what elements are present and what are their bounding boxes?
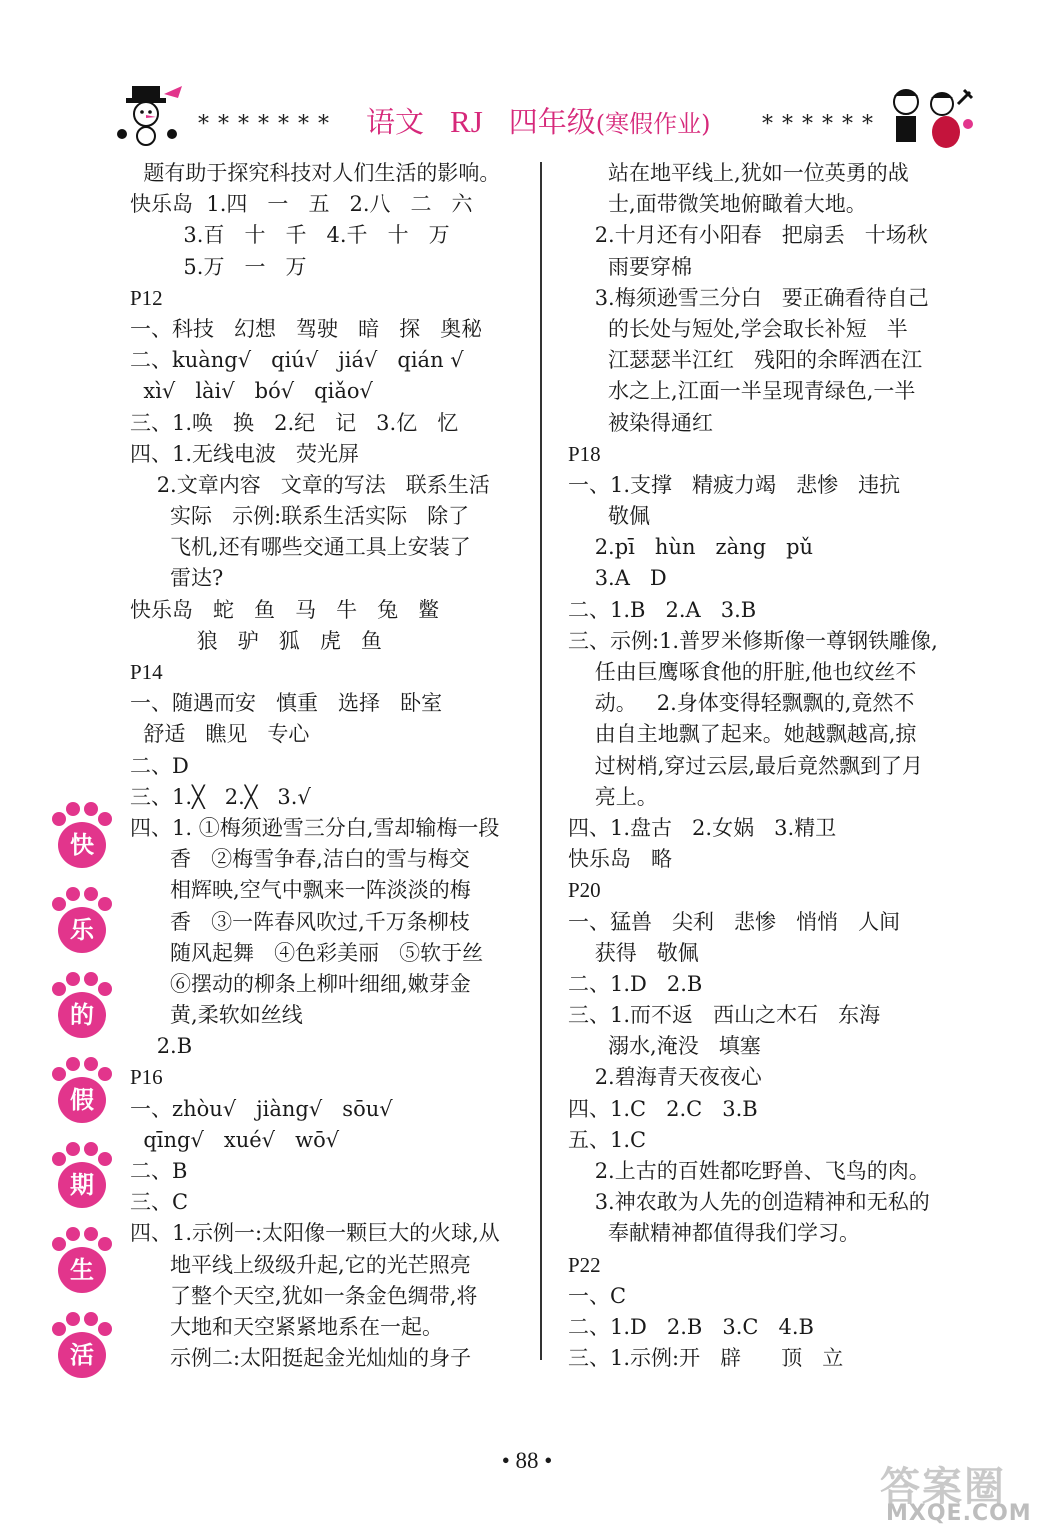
- text-line: 雨要穿棉: [568, 254, 693, 279]
- banner-char: 生: [58, 1247, 106, 1293]
- text-line: 三、1.唤 换 2.纪 记 3.亿 忆: [130, 410, 459, 435]
- text-line: 江瑟瑟半江红 残阳的余晖洒在江: [568, 348, 923, 373]
- text-line: xì√ lài√ bó√ qiǎo√: [130, 379, 373, 404]
- page-number: • 88 •: [501, 1448, 553, 1473]
- kids-music-mascot-icon: [880, 84, 976, 154]
- text-line: 一、猛兽 尖利 悲惨 悄悄 人间: [568, 909, 901, 934]
- text-line: 示例二:太阳挺起金光灿灿的身子: [130, 1346, 472, 1371]
- text-line: 三、1.╳ 2.╳ 3.√: [130, 784, 311, 809]
- banner-char: 期: [58, 1162, 106, 1208]
- banner-char: 的: [58, 992, 106, 1038]
- text-line: 二、1.D 2.B: [568, 971, 703, 996]
- text-line: 士,面带微笑地俯瞰着大地。: [568, 192, 867, 217]
- text-line: 四、1.盘古 2.女娲 3.精卫: [568, 815, 837, 840]
- section-heading: P16: [130, 1065, 163, 1090]
- text-line: 一、科技 幻想 驾驶 暗 探 奥秘: [130, 316, 483, 341]
- text-line: 四、1.C 2.C 3.B: [568, 1096, 758, 1121]
- section-heading: P14: [130, 660, 163, 684]
- banner-char: 快: [58, 822, 106, 868]
- text-line: 题有助于探究科技对人们生活的影响。: [130, 161, 501, 185]
- text-line: 快乐岛 略: [568, 847, 673, 872]
- paw-print-icon: [50, 972, 114, 1048]
- paw-print-icon: [50, 1312, 114, 1388]
- text-line: 随风起舞 ④色彩美丽 ⑤软于丝: [130, 940, 484, 965]
- banner-char: 活: [58, 1332, 106, 1378]
- text-line: 一、1.支撑 精疲力竭 悲惨 违抗: [568, 472, 901, 497]
- header-stars-left: *******: [198, 112, 338, 137]
- right-answer-column: [568, 158, 988, 1374]
- text-line: 快乐岛 蛇 鱼 马 牛 兔 鳖: [130, 597, 440, 622]
- header-edition: RJ: [450, 104, 483, 139]
- text-line: 3.百 十 千 4.千 十 万: [130, 223, 450, 248]
- text-line: 2.pī hùn zàng pǔ: [568, 535, 814, 560]
- watermark-logo: [880, 1455, 1040, 1530]
- banner-char: 乐: [58, 907, 106, 953]
- side-banner: [50, 802, 130, 1397]
- text-line: 一、zhòu√ jiàng√ sōu√: [130, 1096, 393, 1121]
- text-line: 二、D: [130, 753, 189, 778]
- text-line: 三、示例:1.普罗米修斯像一尊钢铁雕像,: [568, 628, 938, 653]
- text-line: 3.A D: [568, 566, 667, 591]
- header-title: [366, 100, 711, 141]
- text-line: 获得 敬佩: [568, 940, 699, 965]
- text-line: 二、1.D 2.B 3.C 4.B: [568, 1314, 814, 1339]
- text-line: 大地和天空紧紧地系在一起。: [130, 1314, 444, 1339]
- text-line: 敬佩: [568, 504, 651, 529]
- text-line: 2.上古的百姓都吃野兽、飞鸟的肉。: [568, 1159, 930, 1183]
- text-line: 三、1.示例:开 辟 顶 立: [568, 1346, 844, 1371]
- text-line: 一、C: [568, 1283, 627, 1308]
- watermark-url: MXQE.COM: [886, 1501, 1032, 1526]
- text-line: 快乐岛 1.四 一 五 2.八 二 六: [130, 192, 473, 217]
- text-line: 四、1.示例一:太阳像一颗巨大的火球,从: [130, 1221, 500, 1246]
- text-line: 二、kuàng√ qiú√ jiá√ qián √: [130, 348, 464, 373]
- text-line: 了整个天空,犹如一条金色绸带,将: [130, 1283, 478, 1308]
- text-line: 雷达?: [130, 566, 224, 591]
- text-line: 过树梢,穿过云层,最后竟然飘到了月: [568, 753, 924, 778]
- text-line: 实际 示例:联系生活实际 除了: [130, 504, 470, 529]
- text-line: 五、1.C: [568, 1127, 647, 1152]
- text-line: 溺水,淹没 填塞: [568, 1034, 761, 1059]
- paw-print-icon: [50, 1142, 114, 1218]
- text-line: 亮上。: [568, 784, 658, 809]
- text-line: 动。 2.身体变得轻飘飘的,竟然不: [568, 691, 915, 716]
- text-line: 2.十月还有小阳春 把扇丢 十场秋: [568, 223, 928, 248]
- text-line: 四、1.无线电波 荧光屏: [130, 441, 360, 466]
- column-divider: [540, 162, 542, 1360]
- text-line: ⑥摆动的柳条上柳叶细细,嫩芽金: [130, 971, 471, 996]
- text-line: 被染得通红: [568, 410, 714, 435]
- text-line: 5.万 一 万: [130, 254, 307, 279]
- paw-print-icon: [50, 802, 114, 878]
- text-line: 二、1.B 2.A 3.B: [568, 597, 757, 622]
- text-line: 香 ②梅雪争春,洁白的雪与梅交: [130, 847, 470, 872]
- paw-print-icon: [50, 1227, 114, 1303]
- section-heading: P20: [568, 878, 601, 903]
- text-line: 香 ③一阵春风吹过,千万条柳枝: [130, 909, 470, 934]
- text-line: 地平线上级级升起,它的光芒照亮: [130, 1252, 471, 1277]
- text-line: 的长处与短处,学会取长补短 半: [568, 316, 908, 341]
- text-line: 2.碧海青天夜夜心: [568, 1065, 762, 1090]
- paw-print-icon: [50, 1057, 114, 1133]
- text-line: 相辉映,空气中飘来一阵淡淡的梅: [130, 878, 471, 903]
- text-line: 2.B: [130, 1034, 193, 1059]
- header-subtitle: (寒假作业): [595, 110, 711, 138]
- left-answer-column: [130, 158, 530, 1374]
- text-line: 黄,柔软如丝线: [130, 1003, 303, 1028]
- snowman-mascot-icon: [112, 84, 188, 146]
- paw-print-icon: [50, 887, 114, 963]
- text-line: 2.文章内容 文章的写法 联系生活: [130, 472, 490, 497]
- text-line: 站在地平线上,犹如一位英勇的战: [568, 161, 909, 185]
- text-line: 狼 驴 狐 虎 鱼: [130, 628, 382, 653]
- header-subject: 语文: [366, 105, 425, 139]
- text-line: 舒适 瞧见 专心: [130, 722, 310, 747]
- text-line: qīng√ xué√ wō√: [130, 1127, 340, 1152]
- text-line: 飞机,还有哪些交通工具上安装了: [130, 535, 471, 560]
- text-line: 奉献精神都值得我们学习。: [568, 1221, 861, 1246]
- text-line: 3.梅须逊雪三分白 要正确看待自己: [568, 285, 929, 310]
- text-line: 三、1.而不返 西山之木石 东海: [568, 1003, 881, 1028]
- text-line: 一、随遇而安 慎重 选择 卧室: [130, 691, 443, 716]
- watermark-text: 答案圈: [880, 1464, 1006, 1510]
- text-line: 三、C: [130, 1190, 189, 1215]
- text-line: 3.神农敢为人先的创造精神和无私的: [568, 1190, 930, 1215]
- text-line: 水之上,江面一半呈现青绿色,一半: [568, 379, 916, 404]
- section-heading: P18: [568, 441, 601, 466]
- section-heading: P12: [130, 285, 163, 310]
- text-line: 二、B: [130, 1159, 188, 1183]
- header-grade: 四年级: [508, 105, 596, 139]
- banner-char: 假: [58, 1077, 106, 1123]
- text-line: 由自主地飘了起来。她越飘越高,掠: [568, 722, 917, 747]
- section-heading: P22: [568, 1252, 601, 1277]
- text-line: 四、1. ①梅须逊雪三分白,雪却输梅一段: [130, 815, 500, 840]
- header-stars-right: ******: [762, 112, 882, 137]
- text-line: 任由巨鹰啄食他的肝脏,他也纹丝不: [568, 660, 917, 684]
